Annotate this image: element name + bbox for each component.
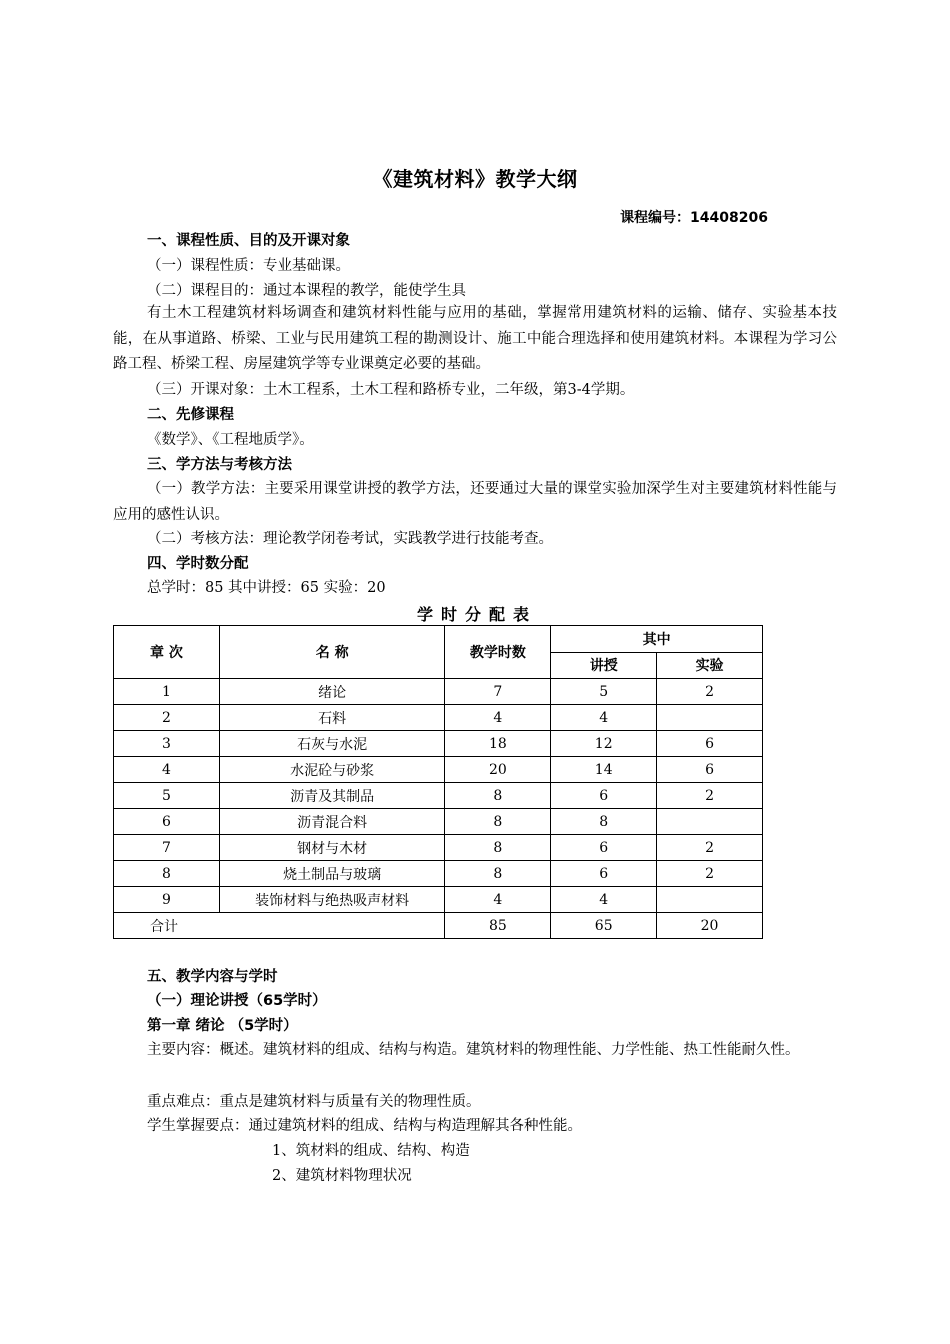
table-row bbox=[114, 731, 763, 757]
cell-name: 钢材与木材 bbox=[219, 835, 445, 861]
table-row bbox=[114, 887, 763, 913]
cell-lab: 2 bbox=[657, 835, 763, 861]
cell-name: 沥青混合料 bbox=[219, 809, 445, 835]
chapter-1-key-points: 重点难点：重点是建筑材料与质量有关的物理性质。 bbox=[147, 1094, 481, 1110]
cell-lab: 6 bbox=[657, 731, 763, 757]
cell-lecture: 12 bbox=[551, 731, 657, 757]
cell-lab: 2 bbox=[657, 679, 763, 705]
document-title: 《建筑材料》教学大纲 bbox=[372, 167, 578, 191]
cell-hours: 7 bbox=[445, 679, 551, 705]
cell-hours: 8 bbox=[445, 861, 551, 887]
cell-lecture: 6 bbox=[551, 835, 657, 861]
cell-chapter: 9 bbox=[114, 887, 220, 913]
cell-name: 水泥砼与砂浆 bbox=[219, 757, 445, 783]
list-item: 2、建筑材料物理状况 bbox=[272, 1168, 412, 1184]
table-row bbox=[114, 809, 763, 835]
hours-summary: 总学时：85 其中讲授：65 实验：20 bbox=[147, 580, 386, 596]
section-2-heading: 二、先修课程 bbox=[147, 407, 234, 423]
header-lecture: 讲授 bbox=[551, 652, 657, 679]
cell-lecture: 5 bbox=[551, 679, 657, 705]
chapter-1-mastery-points: 学生掌握要点：通过建筑材料的组成、结构与构造理解其各种性能。 bbox=[147, 1118, 582, 1134]
total-hours: 85 bbox=[445, 913, 551, 939]
course-code: 课程编号：14408206 bbox=[620, 210, 768, 226]
cell-chapter: 8 bbox=[114, 861, 220, 887]
table-row bbox=[114, 835, 763, 861]
chapter-1-content: 主要内容：概述。建筑材料的组成、结构与构造。建筑材料的物理性能、力学性能、热工性能耐久性。 bbox=[147, 1042, 800, 1058]
cell-lab: 2 bbox=[657, 861, 763, 887]
cell-lecture: 4 bbox=[551, 705, 657, 731]
table-row bbox=[114, 757, 763, 783]
cell-lab bbox=[657, 809, 763, 835]
cell-lab bbox=[657, 887, 763, 913]
cell-name: 烧土制品与玻璃 bbox=[219, 861, 445, 887]
cell-name: 沥青及其制品 bbox=[219, 783, 445, 809]
total-lecture: 65 bbox=[551, 913, 657, 939]
cell-hours: 4 bbox=[445, 887, 551, 913]
cell-lecture: 14 bbox=[551, 757, 657, 783]
course-purpose: （二）课程目的：通过本课程的教学，能使学生具 bbox=[147, 283, 466, 299]
cell-chapter: 3 bbox=[114, 731, 220, 757]
section-4-heading: 四、学时数分配 bbox=[147, 556, 249, 572]
theory-subheading: （一）理论讲授（65学时） bbox=[147, 993, 327, 1009]
cell-chapter: 7 bbox=[114, 835, 220, 861]
cell-hours: 8 bbox=[445, 835, 551, 861]
cell-chapter: 1 bbox=[114, 679, 220, 705]
cell-lecture: 8 bbox=[551, 809, 657, 835]
cell-chapter: 2 bbox=[114, 705, 220, 731]
cell-name: 装饰材料与绝热吸声材料 bbox=[219, 887, 445, 913]
cell-hours: 8 bbox=[445, 783, 551, 809]
course-audience: （三）开课对象：土木工程系，土木工程和路桥专业，二年级，第3-4学期。 bbox=[147, 382, 635, 398]
cell-hours: 4 bbox=[445, 705, 551, 731]
cell-lecture: 6 bbox=[551, 861, 657, 887]
section-3-heading: 三、学方法与考核方法 bbox=[147, 457, 292, 473]
cell-hours: 20 bbox=[445, 757, 551, 783]
table-header-row bbox=[114, 626, 763, 653]
table-row bbox=[114, 783, 763, 809]
table-total-row bbox=[114, 913, 763, 939]
hours-allocation-table bbox=[113, 625, 763, 939]
total-lab: 20 bbox=[657, 913, 763, 939]
prerequisite-courses: 《数学》、《工程地质学》。 bbox=[147, 432, 314, 448]
cell-hours: 8 bbox=[445, 809, 551, 835]
table-row bbox=[114, 861, 763, 887]
cell-name: 石灰与水泥 bbox=[219, 731, 445, 757]
header-chapter: 章 次 bbox=[114, 626, 220, 679]
course-nature: （一）课程性质：专业基础课。 bbox=[147, 258, 350, 274]
teaching-method: （一）教学方法：主要采用课堂讲授的教学方法，还要通过大量的课堂实验加深学生对主要建筑材料性能与应用的感性认识。 bbox=[113, 481, 837, 523]
header-hours: 教学时数 bbox=[445, 626, 551, 679]
cell-chapter: 4 bbox=[114, 757, 220, 783]
cell-lab: 6 bbox=[657, 757, 763, 783]
header-name: 名 称 bbox=[219, 626, 445, 679]
section-5-heading: 五、教学内容与学时 bbox=[147, 969, 278, 985]
section-1-heading: 一、课程性质、目的及开课对象 bbox=[147, 233, 350, 249]
cell-lecture: 6 bbox=[551, 783, 657, 809]
assessment-method: （二）考核方法：理论教学闭卷考试，实践教学进行技能考查。 bbox=[147, 531, 553, 547]
header-lab: 实验 bbox=[657, 652, 763, 679]
cell-name: 绪论 bbox=[219, 679, 445, 705]
chapter-1-heading: 第一章 绪论 （5学时） bbox=[147, 1018, 298, 1034]
cell-chapter: 5 bbox=[114, 783, 220, 809]
list-item: 1、筑材料的组成、结构、构造 bbox=[272, 1143, 470, 1159]
course-purpose-body: 有土木工程建筑材料场调查和建筑材料性能与应用的基础，掌握常用建筑材料的运输、储存、实验基本技能，在从事道路、桥梁、工业与民用建筑工程的勘测设计、施工中能合理选择和使用建筑材料。本课程为学习公路工程、桥梁工程、房屋建筑学等专业课奠定必要的基础。 bbox=[113, 305, 837, 372]
table-title: 学时分配表 bbox=[416, 605, 537, 624]
cell-lab: 2 bbox=[657, 783, 763, 809]
cell-chapter: 6 bbox=[114, 809, 220, 835]
table-row bbox=[114, 679, 763, 705]
table-row bbox=[114, 705, 763, 731]
total-label: 合计 bbox=[114, 913, 445, 939]
cell-lecture: 4 bbox=[551, 887, 657, 913]
header-group: 其中 bbox=[551, 626, 763, 653]
cell-name: 石料 bbox=[219, 705, 445, 731]
cell-hours: 18 bbox=[445, 731, 551, 757]
cell-lab bbox=[657, 705, 763, 731]
